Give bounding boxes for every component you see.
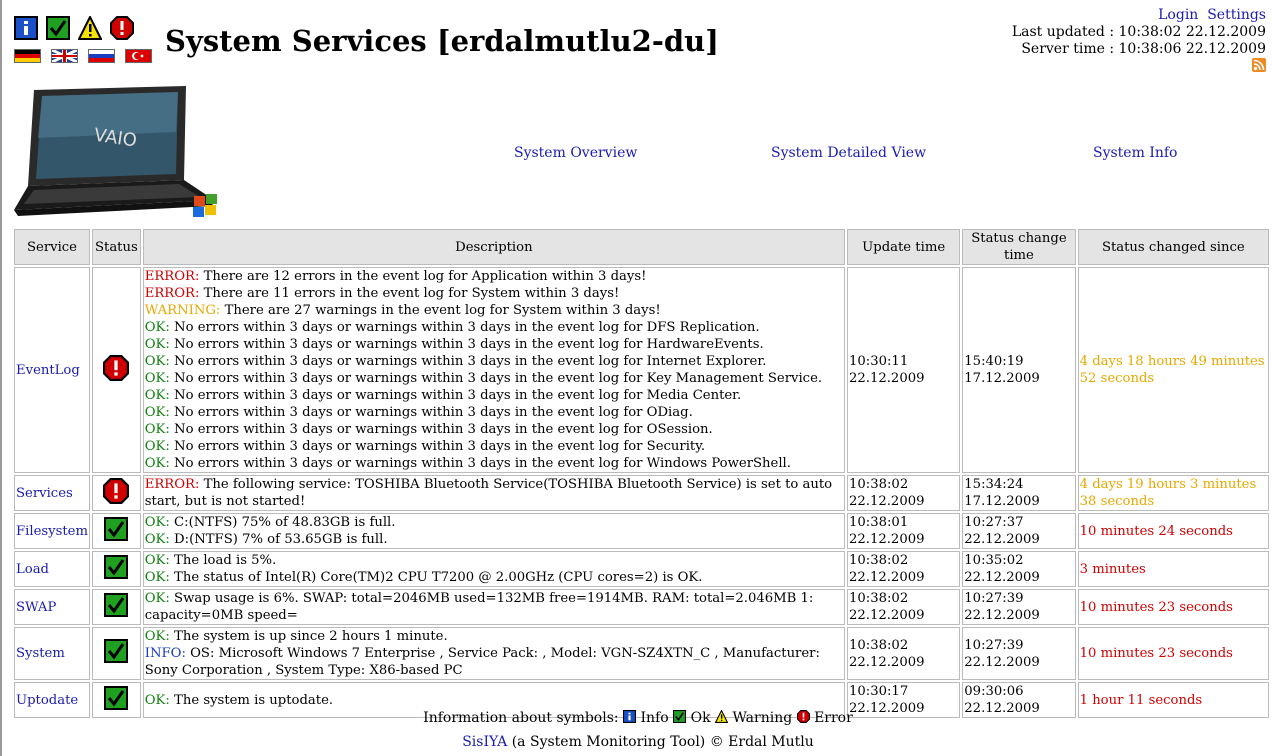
last-updated: Last updated : 10:38:02 22.12.2009 <box>1011 24 1266 40</box>
description-text: There are 27 warnings in the event log for System within 3 days! <box>220 303 661 318</box>
legend-error-icon <box>797 710 810 723</box>
service-cell <box>14 627 90 680</box>
status-cell <box>92 267 141 473</box>
change-time: 15:40:19 <box>964 354 1024 369</box>
windows-logo-icon <box>193 194 217 217</box>
update-time: 10:30:11 <box>848 354 909 369</box>
change-time: 10:27:39 <box>964 637 1024 653</box>
description-line <box>145 514 843 531</box>
status-changed-since-cell: 4 days 19 hours 3 minutes 38 seconds <box>1078 475 1269 511</box>
status-level: OK: <box>144 591 170 606</box>
description-line <box>145 531 843 548</box>
table-header-row <box>14 229 1269 265</box>
status-changed-since-cell: 10 minutes 24 seconds <box>1078 513 1269 549</box>
status-level: OK: <box>144 692 170 708</box>
description-line <box>145 387 843 404</box>
change-date: 22.12.2009 <box>964 570 1040 585</box>
sisiya-link[interactable]: SisIYA <box>462 734 508 750</box>
status-cell <box>92 589 141 625</box>
description-text: The following service: TOSHIBA Bluetooth Service(TOSHIBA Bluetooth Service) is set to auto start, but is not started! <box>144 477 833 509</box>
description-line <box>145 421 843 438</box>
description-text: The load is 5%. <box>169 553 277 568</box>
error-status-icon <box>103 478 129 504</box>
change-time: 15:34:24 <box>964 477 1024 492</box>
status-level: ERROR: <box>144 286 200 301</box>
login-link[interactable]: Login <box>1158 7 1199 23</box>
legend-error-label: Error <box>814 710 853 726</box>
description-text: The system is up since 2 hours 1 minute. <box>169 629 448 644</box>
description-line <box>145 645 843 679</box>
description-line <box>145 552 843 569</box>
footer <box>2 734 1272 750</box>
status-level: OK: <box>144 405 170 420</box>
service-link[interactable]: EventLog <box>16 362 80 378</box>
service-link[interactable]: Uptodate <box>16 692 79 708</box>
status-level: OK: <box>144 354 170 369</box>
description-text: No errors within 3 days or warnings within 3 days in the event log for ODiag. <box>169 405 693 420</box>
server-time: Server time : 10:38:06 22.12.2009 <box>1021 41 1266 57</box>
status-level: OK: <box>144 371 170 386</box>
description-line <box>145 336 843 353</box>
description-text: OS: Microsoft Windows 7 Enterprise , Service Pack: , Model: VGN-SZ4XTN_C , Manufacturer: Sony Corporation , System Type: X86-based PC <box>144 646 820 678</box>
update-time-cell <box>847 551 960 587</box>
description-cell <box>143 627 845 680</box>
change-date: 22.12.2009 <box>964 532 1040 547</box>
legend-info-icon <box>623 710 636 723</box>
ok-status-icon <box>104 517 128 541</box>
service-cell <box>14 589 90 625</box>
status-change-time-cell <box>962 589 1075 625</box>
footer-text: (a System Monitoring Tool) © Erdal Mutlu <box>507 734 814 750</box>
status-changed-since-cell: 10 minutes 23 seconds <box>1078 589 1269 625</box>
page-title: System Services [erdalmutlu2-du] <box>165 24 719 58</box>
settings-link[interactable]: Settings <box>1207 7 1266 23</box>
legend-ok-label: Ok <box>690 710 711 726</box>
description-text: D:(NTFS) 7% of 53.65GB is full. <box>169 532 388 547</box>
description-line <box>145 692 843 709</box>
status-changed-since-cell: 10 minutes 23 seconds <box>1078 627 1269 680</box>
description-line <box>145 319 843 336</box>
rss-feed-icon[interactable] <box>1252 58 1266 72</box>
status-level: ERROR: <box>144 269 200 284</box>
update-date: 22.12.2009 <box>848 494 925 509</box>
description-text: The status of Intel(R) Core(TM)2 CPU T7200 @ 2.00GHz (CPU cores=2) is OK. <box>169 570 703 585</box>
status-level: INFO: <box>144 646 186 661</box>
update-date: 22.12.2009 <box>848 532 925 547</box>
description-line <box>145 628 843 645</box>
svg-text:VAIO: VAIO <box>92 124 139 152</box>
description-text: No errors within 3 days or warnings within 3 days in the event log for DFS Replication. <box>169 320 760 335</box>
description-text: There are 11 errors in the event log for System within 3 days! <box>199 286 620 301</box>
update-date: 22.12.2009 <box>848 654 925 670</box>
symbol-legend <box>2 710 1272 726</box>
description-text: No errors within 3 days or warnings within 3 days in the event log for HardwareEvents. <box>169 337 764 352</box>
description-text: No errors within 3 days or warnings within 3 days in the event log for OSession. <box>169 422 713 437</box>
service-link[interactable]: SWAP <box>16 599 57 615</box>
legend-ok-icon <box>673 710 686 723</box>
status-cell <box>92 513 141 549</box>
description-cell <box>143 589 845 625</box>
status-level: OK: <box>144 629 170 644</box>
status-change-time-cell <box>962 267 1075 473</box>
status-change-time-cell <box>962 551 1075 587</box>
service-link[interactable]: Load <box>16 561 50 577</box>
status-cell <box>92 627 141 680</box>
status-level: OK: <box>144 439 170 454</box>
column-header-status-change-time: Status change time <box>962 229 1075 265</box>
change-date: 17.12.2009 <box>964 494 1040 509</box>
description-text: C:(NTFS) 75% of 48.83GB is full. <box>169 515 396 530</box>
update-time-cell <box>847 475 960 511</box>
error-status-icon <box>103 355 129 381</box>
nav-system-overview[interactable]: System Overview <box>514 145 638 161</box>
status-level: OK: <box>144 515 170 530</box>
description-cell <box>143 267 845 473</box>
table-row <box>14 267 1269 473</box>
description-line <box>145 438 843 455</box>
status-level: OK: <box>144 570 170 585</box>
description-text: The system is uptodate. <box>169 692 334 708</box>
column-header-update-time: Update time <box>847 229 960 265</box>
column-header-description: Description <box>143 229 845 265</box>
description-line <box>145 590 843 624</box>
status-change-time-cell <box>962 627 1075 680</box>
change-time: 09:30:06 <box>964 684 1024 699</box>
update-time: 10:38:02 <box>848 477 909 492</box>
table-row <box>14 513 1269 549</box>
change-date: 22.12.2009 <box>964 608 1040 623</box>
service-cell <box>14 475 90 511</box>
status-level: ERROR: <box>144 477 200 492</box>
update-date: 22.12.2009 <box>848 608 925 623</box>
update-time-cell <box>847 627 960 680</box>
column-header-status-changed-since: Status changed since <box>1078 229 1269 265</box>
status-cell <box>92 475 141 511</box>
nav-system-detailed-view[interactable]: System Detailed View <box>771 145 927 161</box>
update-date: 22.12.2009 <box>848 701 925 716</box>
description-text: No errors within 3 days or warnings within 3 days in the event log for Internet Explorer. <box>169 354 767 369</box>
description-line <box>145 370 843 387</box>
status-level: WARNING: <box>144 303 221 318</box>
service-link[interactable]: Services <box>16 485 73 501</box>
service-cell <box>14 267 90 473</box>
change-date: 17.12.2009 <box>964 371 1040 386</box>
update-date: 22.12.2009 <box>848 371 925 386</box>
description-cell <box>143 551 845 587</box>
legend-info-label: Info <box>640 710 669 726</box>
status-level: OK: <box>144 532 170 547</box>
services-table <box>12 227 1271 720</box>
legend-warning-label: Warning <box>732 710 793 726</box>
status-level: OK: <box>144 456 170 471</box>
status-changed-since-cell: 1 hour 11 seconds <box>1078 682 1269 718</box>
change-date: 22.12.2009 <box>964 701 1040 716</box>
column-header-service: Service <box>14 229 90 265</box>
table-row <box>14 551 1269 587</box>
description-text: No errors within 3 days or warnings within 3 days in the event log for Key Management Service. <box>169 371 823 386</box>
description-line <box>145 285 843 302</box>
nav-system-info[interactable]: System Info <box>1093 145 1178 161</box>
description-line <box>145 302 843 319</box>
table-body <box>14 267 1269 718</box>
ok-status-icon <box>104 639 128 663</box>
description-cell <box>143 513 845 549</box>
ok-status-icon <box>104 686 128 710</box>
description-text: Swap usage is 6%. SWAP: total=2046MB used=132MB free=1914MB. RAM: total=2.046MB 1: capacity=0MB speed= <box>144 591 814 623</box>
update-time-cell <box>847 589 960 625</box>
update-time: 10:38:02 <box>848 591 909 606</box>
description-line <box>145 404 843 421</box>
legend-warning-icon <box>715 710 728 723</box>
update-time: 10:38:02 <box>848 637 909 653</box>
ok-status-icon <box>104 593 128 617</box>
status-level: OK: <box>144 320 170 335</box>
header-links <box>1158 7 1266 24</box>
status-level: OK: <box>144 422 170 437</box>
change-date: 22.12.2009 <box>964 654 1040 670</box>
table-row <box>14 627 1269 680</box>
update-time: 10:38:01 <box>848 515 909 530</box>
status-change-time-cell <box>962 513 1075 549</box>
change-time: 10:27:37 <box>964 515 1024 530</box>
status-level: OK: <box>144 553 170 568</box>
status-changed-since-cell: 3 minutes <box>1078 551 1269 587</box>
update-date: 22.12.2009 <box>848 570 925 585</box>
change-time: 10:27:39 <box>964 591 1024 606</box>
description-text: No errors within 3 days or warnings within 3 days in the event log for Windows PowerShell. <box>169 456 791 471</box>
service-cell <box>14 551 90 587</box>
table-row <box>14 589 1269 625</box>
description-cell <box>143 475 845 511</box>
update-time: 10:30:17 <box>848 684 909 699</box>
description-text: No errors within 3 days or warnings within 3 days in the event log for Media Center. <box>169 388 742 403</box>
legend-prefix: Information about symbols: <box>423 710 619 726</box>
description-line <box>145 268 843 285</box>
ok-status-icon <box>104 555 128 579</box>
status-changed-since-cell: 4 days 18 hours 49 minutes 52 seconds <box>1078 267 1269 473</box>
status-level: OK: <box>144 388 170 403</box>
table-row <box>14 475 1269 511</box>
description-line <box>145 353 843 370</box>
status-change-time-cell <box>962 475 1075 511</box>
laptop-image <box>14 82 224 222</box>
service-link[interactable]: Filesystem <box>16 523 88 539</box>
update-time: 10:38:02 <box>848 553 909 568</box>
service-cell <box>14 513 90 549</box>
description-text: There are 12 errors in the event log for Application within 3 days! <box>199 269 647 284</box>
column-header-status: Status <box>92 229 141 265</box>
service-link[interactable]: System <box>16 646 65 661</box>
status-level: OK: <box>144 337 170 352</box>
update-time-cell <box>847 267 960 473</box>
update-time-cell <box>847 513 960 549</box>
status-cell <box>92 551 141 587</box>
description-line <box>145 455 843 472</box>
description-line <box>145 476 843 510</box>
description-line <box>145 569 843 586</box>
change-time: 10:35:02 <box>964 553 1024 568</box>
description-text: No errors within 3 days or warnings within 3 days in the event log for Security. <box>169 439 706 454</box>
